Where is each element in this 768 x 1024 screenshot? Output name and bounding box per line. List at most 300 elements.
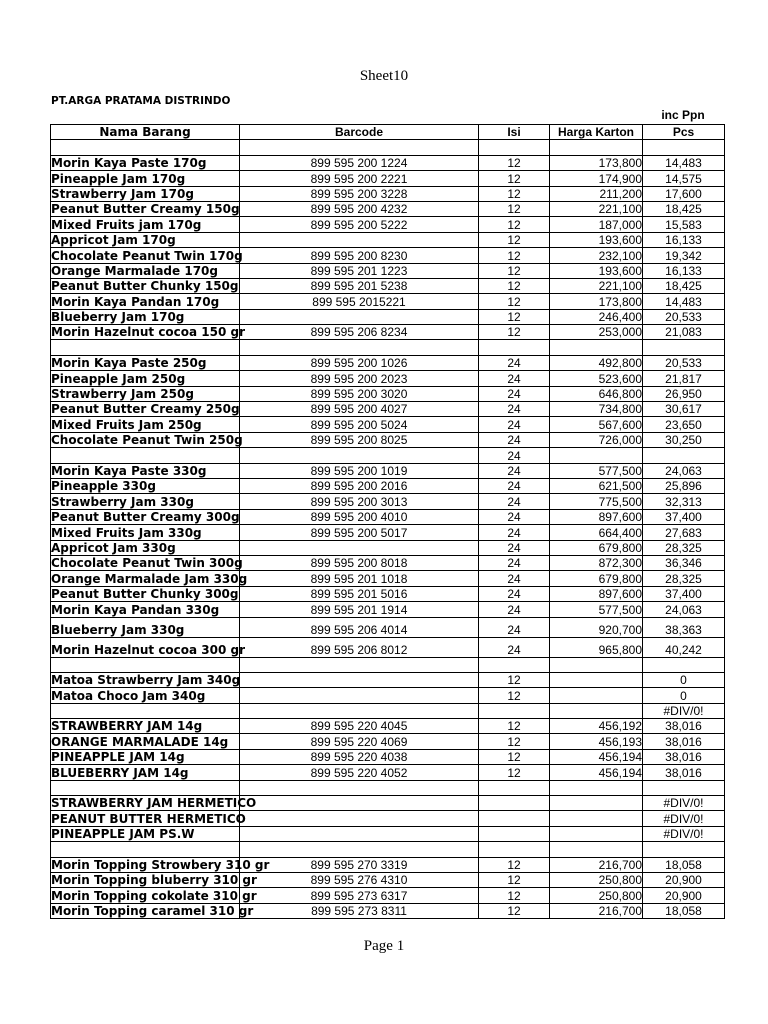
cell-name: Morin Hazelnut cocoa 150 gr xyxy=(51,325,246,340)
cell-harga: 492,800 xyxy=(550,355,643,370)
cell-name: BLUEBERRY JAM 14g xyxy=(51,765,240,780)
cell-harga xyxy=(550,340,643,355)
cell-harga xyxy=(550,780,643,795)
cell-isi: 24 xyxy=(479,555,550,570)
cell-barcode: 899 595 200 4027 xyxy=(240,402,479,417)
table-row xyxy=(51,796,725,811)
cell-pcs: 0 xyxy=(643,688,725,703)
cell-barcode: 899 595 273 6317 xyxy=(240,888,479,903)
header-row xyxy=(51,125,725,140)
cell-pcs: 15,583 xyxy=(643,217,725,232)
cell-pcs: 21,083 xyxy=(643,325,725,340)
cell-name: Morin Topping bluberry 310 gr xyxy=(51,873,257,888)
table-row xyxy=(51,509,725,524)
cell-isi: 12 xyxy=(479,688,550,703)
cell-harga: 523,600 xyxy=(550,371,643,386)
cell-pcs: 20,900 xyxy=(643,888,725,903)
cell-isi xyxy=(479,796,550,811)
cell-name: Orange Marmalade Jam 330g xyxy=(51,571,248,586)
cell-isi: 24 xyxy=(479,432,550,447)
cell-isi: 12 xyxy=(479,872,550,887)
cell-name: Orange Marmalade 170g xyxy=(51,263,240,278)
table-row xyxy=(51,749,725,764)
cell-name: Mixed Fruits Jam 250g xyxy=(51,417,240,432)
table-row xyxy=(51,171,725,186)
cell-isi: 12 xyxy=(479,201,550,216)
cell-barcode xyxy=(240,540,479,555)
cell-pcs: 17,600 xyxy=(643,186,725,201)
cell-barcode: 899 595 206 8234 xyxy=(240,325,479,340)
table-row xyxy=(51,248,725,263)
cell-isi: 12 xyxy=(479,155,550,170)
cell-name: Pineapple Jam 170g xyxy=(51,171,240,186)
cell-barcode: 899 595 270 3319 xyxy=(240,857,479,872)
cell-pcs: 37,400 xyxy=(643,586,725,601)
header-pcs: Pcs xyxy=(643,125,725,140)
cell-name: Morin Kaya Paste 250g xyxy=(51,355,240,370)
table-row xyxy=(51,263,725,278)
header-isi: Isi xyxy=(479,125,550,140)
cell-pcs xyxy=(643,780,725,795)
cell-name: Blueberry Jam 170g xyxy=(51,309,240,324)
table-row xyxy=(51,386,725,401)
cell-isi: 24 xyxy=(479,463,550,478)
cell-barcode xyxy=(240,232,479,247)
table-row xyxy=(51,888,725,903)
cell-harga: 897,600 xyxy=(550,586,643,601)
cell-pcs: #DIV/0! xyxy=(643,703,725,718)
cell-harga xyxy=(550,688,643,703)
cell-barcode: 899 595 200 5222 xyxy=(240,217,479,232)
cell-pcs xyxy=(643,657,725,672)
cell-harga xyxy=(550,811,643,826)
cell-harga: 664,400 xyxy=(550,525,643,540)
cell-pcs: 38,363 xyxy=(643,617,725,637)
cell-barcode xyxy=(240,657,479,672)
tax-note: inc Ppn xyxy=(661,108,705,122)
cell-harga: 621,500 xyxy=(550,478,643,493)
cell-pcs: 24,063 xyxy=(643,463,725,478)
cell-barcode xyxy=(240,140,479,155)
table-row xyxy=(51,448,725,463)
table-row xyxy=(51,309,725,324)
table-row xyxy=(51,371,725,386)
cell-barcode: 899 595 206 8012 xyxy=(240,637,479,657)
cell-barcode: 899 595 200 8018 xyxy=(240,555,479,570)
cell-pcs: 32,313 xyxy=(643,494,725,509)
cell-harga xyxy=(550,703,643,718)
cell-harga: 253,000 xyxy=(550,325,643,340)
cell-harga: 872,300 xyxy=(550,555,643,570)
cell-name: Morin Kaya Pandan 170g xyxy=(51,294,240,309)
cell-isi xyxy=(479,811,550,826)
cell-barcode xyxy=(240,811,479,826)
table-row xyxy=(51,140,725,155)
cell-harga: 211,200 xyxy=(550,186,643,201)
cell-name: Morin Topping Strowbery 310 gr xyxy=(51,857,270,872)
table-row xyxy=(51,294,725,309)
cell-pcs: 38,016 xyxy=(643,749,725,764)
table-row xyxy=(51,826,725,841)
header-name: Nama Barang xyxy=(51,125,240,140)
table-row xyxy=(51,765,725,780)
table-row xyxy=(51,811,725,826)
cell-barcode: 899 595 200 3020 xyxy=(240,386,479,401)
cell-isi: 24 xyxy=(479,509,550,524)
cell-isi xyxy=(479,340,550,355)
cell-barcode: 899 595 200 8025 xyxy=(240,432,479,447)
table-row xyxy=(51,872,725,887)
cell-isi: 12 xyxy=(479,749,550,764)
cell-pcs: 38,016 xyxy=(643,734,725,749)
cell-pcs: 36,346 xyxy=(643,555,725,570)
cell-isi: 24 xyxy=(479,540,550,555)
cell-pcs xyxy=(643,842,725,857)
cell-pcs xyxy=(643,340,725,355)
cell-harga: 734,800 xyxy=(550,402,643,417)
cell-pcs: 14,483 xyxy=(643,155,725,170)
cell-barcode: 899 595 220 4038 xyxy=(240,749,479,764)
table-row xyxy=(51,186,725,201)
cell-name: Matoa Strawberry Jam 340g xyxy=(51,673,241,688)
table-row xyxy=(51,602,725,617)
cell-name: Peanut Butter Chunky 300g xyxy=(51,587,239,602)
cell-barcode xyxy=(240,672,479,687)
cell-name: ORANGE MARMALADE 14g xyxy=(51,734,240,749)
cell-name: Peanut Butter Creamy 250g xyxy=(51,402,240,417)
cell-barcode xyxy=(240,842,479,857)
cell-harga: 221,100 xyxy=(550,278,643,293)
table-row xyxy=(51,672,725,687)
cell-name: Peanut Butter Chunky 150g xyxy=(51,279,239,294)
cell-isi: 12 xyxy=(479,734,550,749)
cell-pcs: 18,425 xyxy=(643,201,725,216)
table-row xyxy=(51,571,725,586)
cell-barcode: 899 595 200 5017 xyxy=(240,525,479,540)
cell-harga: 216,700 xyxy=(550,903,643,918)
table-row xyxy=(51,734,725,749)
cell-isi: 24 xyxy=(479,355,550,370)
cell-barcode xyxy=(240,309,479,324)
cell-isi: 24 xyxy=(479,586,550,601)
cell-pcs: 20,900 xyxy=(643,872,725,887)
cell-harga xyxy=(550,672,643,687)
cell-isi xyxy=(479,140,550,155)
table-row xyxy=(51,278,725,293)
cell-harga: 187,000 xyxy=(550,217,643,232)
cell-isi: 12 xyxy=(479,903,550,918)
cell-harga xyxy=(550,140,643,155)
cell-harga: 965,800 xyxy=(550,637,643,657)
cell-name xyxy=(51,703,240,718)
cell-harga: 679,800 xyxy=(550,540,643,555)
header-barcode: Barcode xyxy=(240,125,479,140)
cell-isi: 12 xyxy=(479,294,550,309)
cell-name: Pineapple 330g xyxy=(51,478,240,493)
cell-name: STRAWBERRY JAM 14g xyxy=(51,719,240,734)
cell-harga: 193,600 xyxy=(550,232,643,247)
cell-name: PINEAPPLE JAM PS.W xyxy=(51,826,240,841)
cell-barcode xyxy=(240,796,479,811)
cell-barcode xyxy=(240,703,479,718)
table-row xyxy=(51,586,725,601)
cell-isi xyxy=(479,780,550,795)
cell-name: Peanut Butter Creamy 300g xyxy=(51,510,240,525)
cell-barcode: 899 595 220 4069 xyxy=(240,734,479,749)
page-footer: Page 1 xyxy=(363,938,405,954)
cell-pcs: 19,342 xyxy=(643,248,725,263)
cell-harga: 920,700 xyxy=(550,617,643,637)
table-row xyxy=(51,540,725,555)
cell-harga: 456,193 xyxy=(550,734,643,749)
cell-pcs: 38,016 xyxy=(643,765,725,780)
table-row xyxy=(51,525,725,540)
cell-barcode: 899 595 201 5016 xyxy=(240,586,479,601)
cell-isi: 12 xyxy=(479,278,550,293)
cell-pcs: 27,683 xyxy=(643,525,725,540)
cell-barcode: 899 595 200 4010 xyxy=(240,509,479,524)
cell-isi xyxy=(479,826,550,841)
cell-isi xyxy=(479,657,550,672)
cell-barcode: 899 595 200 1019 xyxy=(240,463,479,478)
cell-barcode: 899 595 200 2016 xyxy=(240,478,479,493)
cell-isi: 24 xyxy=(479,417,550,432)
cell-barcode: 899 595 201 1223 xyxy=(240,263,479,278)
table-row xyxy=(51,463,725,478)
cell-name xyxy=(51,657,240,672)
cell-isi: 12 xyxy=(479,309,550,324)
table-row xyxy=(51,355,725,370)
cell-harga: 232,100 xyxy=(550,248,643,263)
cell-name: Strawberry Jam 170g xyxy=(51,186,240,201)
table-body xyxy=(51,140,725,919)
cell-pcs: 0 xyxy=(643,672,725,687)
table-row xyxy=(51,155,725,170)
sheet-title: Sheet10 xyxy=(359,68,409,84)
cell-harga xyxy=(550,842,643,857)
cell-barcode: 899 595 201 5238 xyxy=(240,278,479,293)
cell-isi: 24 xyxy=(479,602,550,617)
cell-pcs xyxy=(643,448,725,463)
table-row xyxy=(51,555,725,570)
cell-harga: 567,600 xyxy=(550,417,643,432)
cell-pcs: 28,325 xyxy=(643,540,725,555)
cell-barcode: 899 595 2015221 xyxy=(240,294,479,309)
cell-barcode: 899 595 200 3013 xyxy=(240,494,479,509)
table-row xyxy=(51,688,725,703)
cell-harga: 193,600 xyxy=(550,263,643,278)
cell-isi: 12 xyxy=(479,171,550,186)
cell-harga: 456,194 xyxy=(550,765,643,780)
cell-pcs: 28,325 xyxy=(643,571,725,586)
cell-pcs: 18,425 xyxy=(643,278,725,293)
cell-pcs: 30,250 xyxy=(643,432,725,447)
cell-name: Strawberry Jam 330g xyxy=(51,494,240,509)
cell-name xyxy=(51,842,240,857)
cell-harga: 173,800 xyxy=(550,294,643,309)
table-row xyxy=(51,842,725,857)
cell-harga: 250,800 xyxy=(550,888,643,903)
cell-name: Chocolate Peanut Twin 170g xyxy=(51,248,243,263)
cell-name: Strawberry Jam 250g xyxy=(51,386,240,401)
cell-harga: 246,400 xyxy=(550,309,643,324)
header-harga: Harga Karton xyxy=(550,125,643,140)
cell-name: Morin Topping caramel 310 gr xyxy=(51,904,254,919)
cell-isi: 24 xyxy=(479,494,550,509)
cell-isi: 12 xyxy=(479,325,550,340)
cell-name: Morin Kaya Paste 170g xyxy=(51,155,240,170)
cell-isi xyxy=(479,703,550,718)
cell-harga: 577,500 xyxy=(550,463,643,478)
cell-name xyxy=(51,448,240,463)
cell-pcs: 30,617 xyxy=(643,402,725,417)
cell-pcs: 20,533 xyxy=(643,355,725,370)
cell-name: Morin Kaya Pandan 330g xyxy=(51,602,240,617)
cell-isi: 24 xyxy=(479,571,550,586)
cell-name xyxy=(51,340,240,355)
table-row xyxy=(51,857,725,872)
table-row xyxy=(51,903,725,918)
cell-name: Appricot Jam 170g xyxy=(51,232,240,247)
company-name: PT.ARGA PRATAMA DISTRINDO xyxy=(51,95,231,107)
cell-pcs: 23,650 xyxy=(643,417,725,432)
cell-barcode: 899 595 200 3228 xyxy=(240,186,479,201)
cell-harga: 221,100 xyxy=(550,201,643,216)
cell-name: PEANUT BUTTER HERMETICO xyxy=(51,811,246,826)
cell-barcode: 899 595 200 8230 xyxy=(240,248,479,263)
cell-harga: 646,800 xyxy=(550,386,643,401)
cell-name: Chocolate Peanut Twin 300g xyxy=(51,556,243,571)
cell-barcode: 899 595 201 1018 xyxy=(240,571,479,586)
cell-harga: 679,800 xyxy=(550,571,643,586)
cell-name: Pineapple Jam 250g xyxy=(51,371,240,386)
cell-isi: 12 xyxy=(479,217,550,232)
cell-name xyxy=(51,140,240,155)
cell-isi: 24 xyxy=(479,371,550,386)
cell-pcs: 14,483 xyxy=(643,294,725,309)
cell-barcode: 899 595 220 4045 xyxy=(240,719,479,734)
cell-name: Appricot Jam 330g xyxy=(51,540,240,555)
table-row xyxy=(51,432,725,447)
cell-harga: 897,600 xyxy=(550,509,643,524)
cell-harga: 250,800 xyxy=(550,872,643,887)
table-row xyxy=(51,417,725,432)
table-row xyxy=(51,402,725,417)
cell-isi: 24 xyxy=(479,617,550,637)
cell-isi: 12 xyxy=(479,857,550,872)
cell-pcs: 24,063 xyxy=(643,602,725,617)
cell-pcs: #DIV/0! xyxy=(643,826,725,841)
cell-name: Morin Hazelnut cocoa 300 gr xyxy=(51,637,240,657)
cell-harga xyxy=(550,657,643,672)
cell-harga: 456,192 xyxy=(550,719,643,734)
table-row xyxy=(51,780,725,795)
cell-barcode: 899 595 200 2221 xyxy=(240,171,479,186)
cell-barcode: 899 595 200 5024 xyxy=(240,417,479,432)
cell-barcode: 899 595 206 4014 xyxy=(240,617,479,637)
cell-name: Chocolate Peanut Twin 250g xyxy=(51,433,243,448)
cell-pcs: 25,896 xyxy=(643,478,725,493)
cell-harga: 775,500 xyxy=(550,494,643,509)
cell-barcode xyxy=(240,448,479,463)
cell-pcs: 14,575 xyxy=(643,171,725,186)
cell-isi: 12 xyxy=(479,232,550,247)
cell-isi: 24 xyxy=(479,525,550,540)
cell-isi: 24 xyxy=(479,402,550,417)
cell-harga: 174,900 xyxy=(550,171,643,186)
table-row xyxy=(51,719,725,734)
cell-isi: 12 xyxy=(479,719,550,734)
cell-pcs xyxy=(643,140,725,155)
cell-name: Morin Kaya Paste 330g xyxy=(51,463,240,478)
cell-isi: 24 xyxy=(479,386,550,401)
cell-name: Blueberry Jam 330g xyxy=(51,617,240,637)
cell-isi xyxy=(479,842,550,857)
cell-pcs: 21,817 xyxy=(643,371,725,386)
cell-harga xyxy=(550,448,643,463)
cell-isi: 12 xyxy=(479,765,550,780)
cell-isi: 24 xyxy=(479,637,550,657)
cell-barcode: 899 595 273 8311 xyxy=(240,903,479,918)
cell-name: PINEAPPLE JAM 14g xyxy=(51,749,240,764)
cell-pcs: 18,058 xyxy=(643,903,725,918)
cell-harga xyxy=(550,826,643,841)
cell-pcs: 40,242 xyxy=(643,637,725,657)
table-row xyxy=(51,494,725,509)
cell-pcs: 16,133 xyxy=(643,263,725,278)
cell-barcode: 899 595 276 4310 xyxy=(240,872,479,887)
cell-isi: 24 xyxy=(479,448,550,463)
cell-harga: 456,194 xyxy=(550,749,643,764)
cell-name: Morin Topping cokolate 310 gr xyxy=(51,888,257,903)
cell-name: Matoa Choco Jam 340g xyxy=(51,688,240,703)
cell-barcode xyxy=(240,340,479,355)
cell-isi: 12 xyxy=(479,248,550,263)
cell-isi: 12 xyxy=(479,888,550,903)
table-row xyxy=(51,637,725,657)
table-row xyxy=(51,201,725,216)
cell-barcode: 899 595 220 4052 xyxy=(240,765,479,780)
cell-barcode: 899 595 201 1914 xyxy=(240,602,479,617)
cell-name: Mixed Fruits Jam 330g xyxy=(51,525,240,540)
table-row xyxy=(51,340,725,355)
table-row xyxy=(51,325,725,340)
table-row xyxy=(51,217,725,232)
cell-harga xyxy=(550,796,643,811)
cell-barcode: 899 595 200 2023 xyxy=(240,371,479,386)
cell-isi: 24 xyxy=(479,478,550,493)
cell-name xyxy=(51,780,240,795)
cell-pcs: 26,950 xyxy=(643,386,725,401)
cell-barcode: 899 595 200 1224 xyxy=(240,155,479,170)
cell-barcode xyxy=(240,688,479,703)
cell-name: Peanut Butter Creamy 150g xyxy=(51,202,240,217)
cell-pcs: #DIV/0! xyxy=(643,811,725,826)
cell-name: Mixed Fruits jam 170g xyxy=(51,217,240,232)
cell-harga: 577,500 xyxy=(550,602,643,617)
cell-harga: 173,800 xyxy=(550,155,643,170)
cell-barcode: 899 595 200 4232 xyxy=(240,201,479,216)
price-list-table xyxy=(50,124,725,919)
cell-barcode xyxy=(240,780,479,795)
table-row xyxy=(51,232,725,247)
cell-barcode: 899 595 200 1026 xyxy=(240,355,479,370)
cell-pcs: 38,016 xyxy=(643,719,725,734)
table-row xyxy=(51,617,725,637)
cell-harga: 216,700 xyxy=(550,857,643,872)
table-row xyxy=(51,703,725,718)
cell-harga: 726,000 xyxy=(550,432,643,447)
